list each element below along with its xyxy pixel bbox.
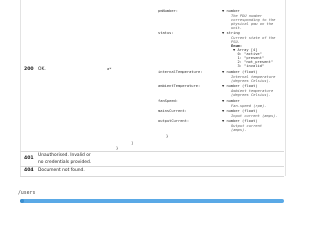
field-type-fanspeed[interactable]: ▼ number <box>222 99 240 103</box>
field-desc-status-0: Current state of the <box>231 36 276 40</box>
field-name-fanspeed: fanSpeed: <box>158 99 178 103</box>
field-name-ambienttemperature: ambientTemperature: <box>158 84 201 88</box>
field-desc-outputcurrent-0: Output current <box>231 124 263 128</box>
field-type-outputcurrent[interactable]: ▼ number (float) <box>222 119 258 123</box>
field-name-outputcurrent: outputCurrent: <box>158 119 190 123</box>
endpoint-path: /users <box>18 191 36 196</box>
row-divider <box>20 176 284 177</box>
enum-item-2: 2: "not_present" <box>233 60 273 64</box>
field-desc-pmnumber-1: corresponding to the <box>231 18 276 22</box>
endpoint-bar[interactable] <box>20 199 284 203</box>
field-desc-status-1: PSU. <box>231 40 240 44</box>
field-desc-ambienttemperature-0: Ambient temperature <box>231 89 274 93</box>
enum-item-3: 3: "invalid" <box>233 64 265 68</box>
field-type-ambienttemperature[interactable]: ▼ number (float) <box>222 84 258 88</box>
response-desc-200: OK. <box>38 67 46 72</box>
enum-item-0: 0: "active" <box>233 52 262 56</box>
field-desc-mainscurrent-0: Input current (amps). <box>231 114 278 118</box>
field-desc-ambienttemperature-1: (degrees Celsius). <box>231 93 271 97</box>
field-name-pmnumber: pmNumber: <box>158 9 178 13</box>
enum-label: Enum: <box>231 44 243 48</box>
field-name-status: status: <box>158 31 174 35</box>
field-desc-pmnumber-0: The PDU number <box>231 14 263 18</box>
field-desc-pmnumber-2: physical pmu on the <box>231 22 274 26</box>
field-type-mainscurrent[interactable]: ▼ number (float) <box>222 109 258 113</box>
response-code-404: 404 <box>24 168 34 173</box>
schema-closing-brace-outer: } <box>116 146 119 150</box>
field-type-status[interactable]: ▼ string <box>222 31 240 35</box>
schema-closing-brace-inner: } <box>166 134 169 138</box>
field-name-internaltemperature: internalTemperature: <box>158 70 203 74</box>
response-desc-401: Unauthorised. Invalid or no credentials provided. <box>38 153 92 165</box>
field-type-internaltemperature[interactable]: ▼ number (float) <box>222 70 258 74</box>
enum-array-toggle[interactable]: ▼ Array [4] <box>233 48 258 52</box>
enum-item-1: 1: "present" <box>233 56 265 60</box>
field-desc-internaltemperature-1: (degrees Celsius). <box>231 79 271 83</box>
response-code-200: 200 <box>24 67 34 72</box>
response-code-401: 401 <box>24 156 34 161</box>
schema-marker: a* <box>107 67 112 71</box>
response-desc-404: Document not found. <box>38 168 85 173</box>
field-desc-internaltemperature-0: Internal temperature <box>231 75 276 79</box>
endpoint-bar-cap <box>20 199 24 203</box>
field-name-mainscurrent: mainsCurrent: <box>158 109 187 113</box>
field-desc-fanspeed-0: Fan-speed (rpm). <box>231 104 267 108</box>
field-desc-pmnumber-3: unit. <box>231 26 243 30</box>
field-type-pmnumber[interactable]: ▼ number <box>222 9 240 13</box>
schema-closing-bracket: ] <box>131 141 134 145</box>
field-desc-outputcurrent-1: (amps). <box>231 128 247 132</box>
row-divider <box>20 166 284 167</box>
